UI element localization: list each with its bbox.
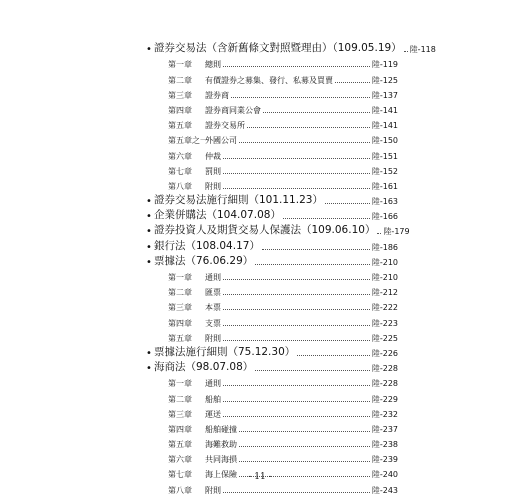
entry-page: 陸-240	[371, 470, 398, 480]
chapter-number: 第五章	[168, 440, 192, 450]
chapter-number: 第八章	[168, 485, 192, 495]
entry-title: 附則	[205, 485, 221, 495]
dot-leader	[223, 279, 370, 280]
entry-page: 陸-226	[371, 348, 398, 358]
entry-title: 總則	[205, 60, 221, 70]
chapter-number: 第五章之一	[168, 136, 208, 146]
toc-entry	[146, 253, 398, 268]
toc-chapter-entry	[146, 435, 398, 450]
chapter-number: 第一章	[168, 273, 192, 282]
toc-chapter-entry	[146, 116, 398, 131]
bullet: •	[146, 196, 152, 208]
toc-chapter-entry	[146, 70, 398, 85]
toc-chapter-entry	[146, 268, 398, 283]
entry-page: 陸-239	[371, 455, 398, 465]
dot-leader	[223, 188, 370, 189]
bullet: •	[146, 241, 152, 253]
entry-title: 運送	[205, 409, 221, 419]
entry-title: 通則	[205, 379, 221, 389]
entry-title: 附則	[205, 181, 221, 191]
entry-page: 陸-141	[371, 105, 398, 115]
chapter-number: 第七章	[168, 166, 192, 176]
chapter-number: 第一章	[168, 60, 192, 70]
dot-leader	[223, 492, 370, 493]
chapter-number: 第三章	[168, 303, 192, 313]
toc-entry	[146, 237, 398, 252]
entry-title: 銀行法（108.04.17）	[154, 239, 260, 252]
entry-page: 陸-161	[371, 181, 398, 191]
entry-title: 票據法施行細則（75.12.30）	[154, 345, 296, 358]
entry-page: 陸-179	[383, 227, 410, 237]
dot-leader	[223, 325, 370, 326]
toc-chapter-entry	[146, 131, 398, 146]
entry-page: 陸-228	[371, 379, 398, 389]
toc-chapter-entry	[146, 177, 398, 192]
dot-leader	[247, 127, 370, 128]
entry-page: 陸-118	[409, 45, 436, 55]
toc-chapter-entry	[146, 420, 398, 435]
entry-page: 陸-152	[371, 166, 398, 176]
toc-chapter-entry	[146, 374, 398, 389]
dot-leader	[223, 340, 370, 341]
toc-entry	[146, 192, 398, 207]
entry-page: 陸-186	[371, 242, 398, 252]
dot-leader	[239, 461, 370, 462]
chapter-number: 第四章	[168, 105, 192, 115]
toc-chapter-entry	[146, 55, 398, 70]
entry-page: 陸-210	[371, 273, 398, 282]
dot-leader	[223, 294, 370, 295]
toc-chapter-entry	[146, 146, 398, 161]
toc-chapter-entry	[146, 298, 398, 313]
toc-chapter-entry	[146, 86, 398, 101]
entry-title: 票據法（76.06.29）	[154, 254, 254, 267]
entry-title: 證券交易法施行細則（101.11.23）	[154, 194, 323, 207]
dot-leader	[263, 112, 370, 113]
bullet: •	[146, 44, 152, 56]
chapter-number: 第三章	[168, 409, 192, 419]
entry-title: 證券交易法（含新舊條文對照暨理由）（109.05.19）	[154, 42, 402, 55]
toc-chapter-entry	[146, 450, 398, 465]
chapter-number: 第六章	[168, 151, 192, 161]
bullet: •	[146, 211, 152, 223]
chapter-number: 第五章	[168, 121, 192, 131]
toc-chapter-entry	[146, 389, 398, 404]
toc-chapter-entry	[146, 101, 398, 116]
entry-title: 證券商	[205, 90, 229, 100]
entry-page: 陸-222	[371, 303, 398, 313]
page-number: - 11 -	[248, 472, 272, 482]
dot-leader	[297, 355, 370, 356]
dot-leader	[223, 158, 370, 159]
entry-page: 陸-212	[371, 288, 398, 298]
entry-page: 陸-243	[371, 485, 398, 495]
dot-leader	[231, 97, 370, 98]
toc-chapter-entry	[146, 313, 398, 328]
entry-title: 通則	[205, 273, 221, 282]
entry-page: 陸-228	[371, 364, 398, 374]
entry-page: 陸-237	[371, 424, 398, 434]
dot-leader	[239, 142, 370, 143]
entry-title: 海上保險	[205, 470, 237, 480]
entry-page: 陸-150	[371, 136, 398, 146]
dot-leader	[404, 51, 408, 52]
entry-title: 本票	[205, 303, 221, 313]
toc-entry	[146, 359, 398, 374]
entry-page: 陸-151	[371, 151, 398, 161]
dot-leader	[283, 218, 370, 219]
dot-leader	[223, 401, 370, 402]
chapter-number: 第八章	[168, 181, 192, 191]
bullet: •	[146, 226, 152, 238]
entry-title: 匯票	[205, 288, 221, 298]
entry-page: 陸-210	[371, 257, 398, 267]
dot-leader	[325, 203, 370, 204]
dot-leader	[377, 233, 381, 234]
entry-page: 陸-166	[371, 212, 398, 222]
chapter-number: 第五章	[168, 333, 192, 343]
toc-entry	[146, 344, 398, 359]
entry-page: 陸-163	[371, 197, 398, 207]
entry-page: 陸-141	[371, 121, 398, 131]
entry-page: 陸-229	[371, 394, 398, 404]
entry-title: 共同海損	[205, 455, 237, 465]
entry-title: 證券交易所	[205, 121, 245, 131]
chapter-number: 第三章	[168, 90, 192, 100]
toc-entry	[146, 207, 398, 222]
bullet: •	[146, 256, 152, 268]
entry-title: 仲裁	[205, 151, 221, 161]
chapter-number: 第二章	[168, 394, 192, 404]
entry-page: 陸-232	[371, 409, 398, 419]
entry-page: 陸-137	[371, 90, 398, 100]
dot-leader	[239, 446, 370, 447]
toc-chapter-entry	[146, 405, 398, 420]
entry-title: 支票	[205, 318, 221, 328]
entry-title: 外國公司	[205, 136, 237, 146]
chapter-number: 第六章	[168, 455, 192, 465]
entry-page: 陸-119	[371, 60, 398, 70]
entry-title: 有價證券之募集、發行、私募及買賣	[205, 75, 333, 85]
toc-chapter-entry	[146, 283, 398, 298]
entry-title: 企業併購法（104.07.08）	[154, 209, 281, 222]
chapter-number: 第四章	[168, 318, 192, 328]
chapter-number: 第一章	[168, 379, 192, 389]
chapter-number: 第四章	[168, 424, 192, 434]
dot-leader	[335, 82, 370, 83]
entry-title: 附則	[205, 333, 221, 343]
entry-title: 證券商同業公會	[205, 105, 261, 115]
dot-leader	[223, 309, 370, 310]
dot-leader	[223, 385, 370, 386]
toc-chapter-entry	[146, 162, 398, 177]
dot-leader	[255, 264, 370, 265]
dot-leader	[239, 431, 370, 432]
toc-entry	[146, 40, 436, 56]
entry-title: 海商法（98.07.08）	[154, 361, 254, 374]
chapter-number: 第二章	[168, 75, 192, 85]
dot-leader	[262, 249, 370, 250]
entry-page: 陸-225	[371, 333, 398, 343]
chapter-number: 第二章	[168, 288, 192, 298]
toc-chapter-entry	[146, 329, 398, 344]
bullet: •	[146, 363, 152, 375]
dot-leader	[223, 173, 370, 174]
entry-page: 陸-125	[371, 75, 398, 85]
chapter-number: 第七章	[168, 470, 192, 480]
entry-page: 陸-223	[371, 318, 398, 328]
entry-page: 陸-238	[371, 440, 398, 450]
dot-leader	[223, 66, 370, 67]
table-of-contents	[146, 40, 436, 496]
dot-leader	[223, 416, 370, 417]
toc-entry	[146, 222, 410, 238]
dot-leader	[255, 370, 370, 371]
toc-chapter-entry	[146, 480, 398, 495]
entry-title: 海難救助	[205, 440, 237, 450]
entry-title: 證券投資人及期貨交易人保護法（109.06.10）	[154, 224, 376, 237]
entry-title: 船舶	[205, 394, 221, 404]
entry-title: 罰則	[205, 166, 221, 176]
bullet: •	[146, 347, 152, 359]
entry-title: 船舶碰撞	[205, 424, 237, 434]
